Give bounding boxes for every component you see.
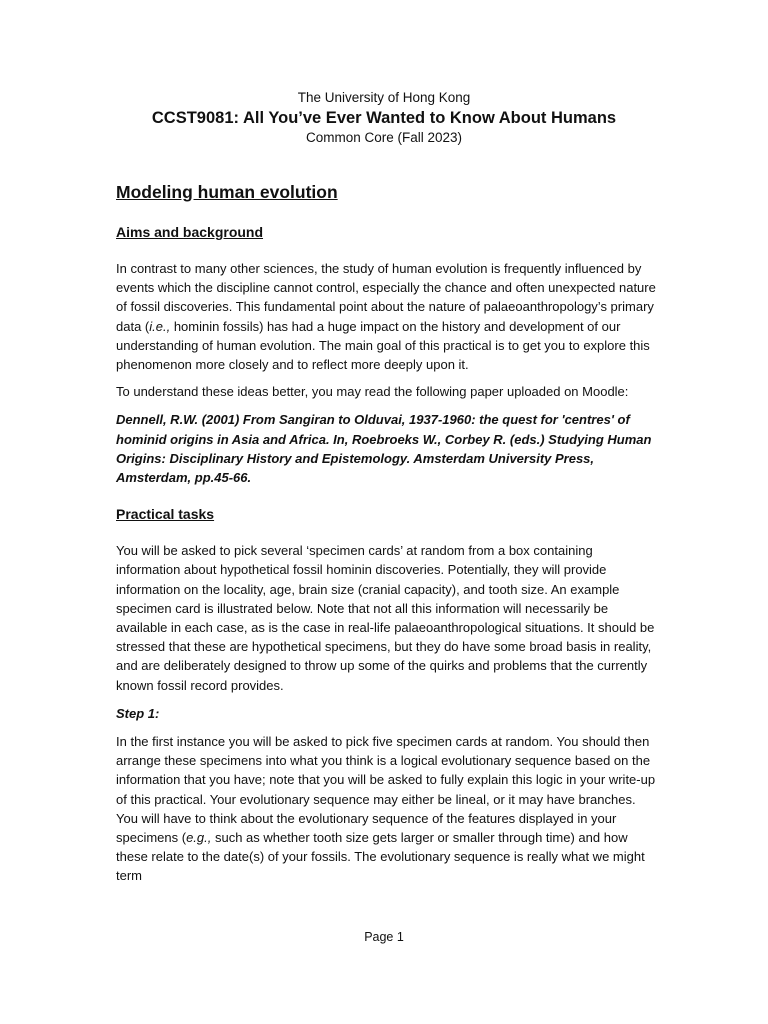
document-header	[0, 89, 768, 146]
step1-label: Step 1:	[116, 705, 160, 721]
aims-paragraph-part-b: hominin fossils) has had a huge impact on the history and development of our understanding of human evolution. The main goal of this practical is to get you to explore this phenomenon more closely and to reflect more deeply upon it.	[116, 318, 650, 373]
section-heading-aims: Aims and background	[116, 224, 264, 240]
aims-paragraph-ie: i.e.,	[149, 318, 171, 334]
aims-paragraph-part-a: In contrast to many other sciences, the study of human evolution is frequently influenced by events which the discipline cannot control, especially the chance and often unexpected nature of fossil discoveries. This fundamental point about the nature of palaeoanthropology’s primary data (	[116, 261, 656, 334]
reading-intro-paragraph: To understand these ideas better, you may read the following paper uploaded on Moodle:	[116, 384, 629, 400]
university-name: The University of Hong Kong	[297, 90, 471, 105]
aims-paragraph	[116, 259, 656, 374]
course-term: Common Core (Fall 2023)	[305, 130, 463, 145]
reference-citation: Dennell, R.W. (2001) From Sangiran to Olduvai, 1937-1960: the quest for 'centres' of hominid origins in Asia and Africa. In, Roebroeks W., Corbey R. (eds.) Studying Human Origins: Disciplinary History and Epistemology. Amsterdam University Press, Amsterdam, pp.45-66.	[116, 412, 652, 486]
step1-paragraph-part-a: In the first instance you will be asked to pick five specimen cards at random. You should then arrange these specimens into what you think is a logical evolutionary sequence based on the information that you have; note that you will be asked to fully explain this logic in your write-up of this practical. Your evolutionary sequence may either be lineal, or it may have branches. You will have to think about the evolutionary sequence of the features displayed in your specimens (	[116, 734, 656, 846]
page-number: Page 1	[364, 930, 404, 944]
practical-paragraph: You will be asked to pick several ‘specimen cards’ at random from a box containing information about hypothetical fossil hominin discoveries. Potentially, they will provide information on the locality, age, brain size (cranial capacity), and tooth size. An example specimen card is illustrated below. Note that not all this information will necessarily be available in each case, as is the case in real-life palaeoanthropological situations. It should be stressed that these are hypothetical specimens, but they do have some broad basis in reality, and are deliberately designed to throw up some of the quirks and problems that the currently known fossil record provides.	[116, 543, 655, 693]
step1-paragraph	[116, 732, 656, 886]
document-title: Modeling human evolution	[116, 182, 338, 202]
course-title: CCST9081: All You’ve Ever Wanted to Know About Humans	[151, 109, 617, 127]
step1-paragraph-part-b: such as whether tooth size gets larger or smaller through time) and how these relate to the date(s) of your fossils. The evolutionary sequence is really what we might term	[116, 830, 645, 884]
document-body	[116, 181, 656, 895]
section-heading-practical: Practical tasks	[116, 506, 215, 523]
step1-paragraph-eg: e.g.,	[186, 830, 212, 846]
